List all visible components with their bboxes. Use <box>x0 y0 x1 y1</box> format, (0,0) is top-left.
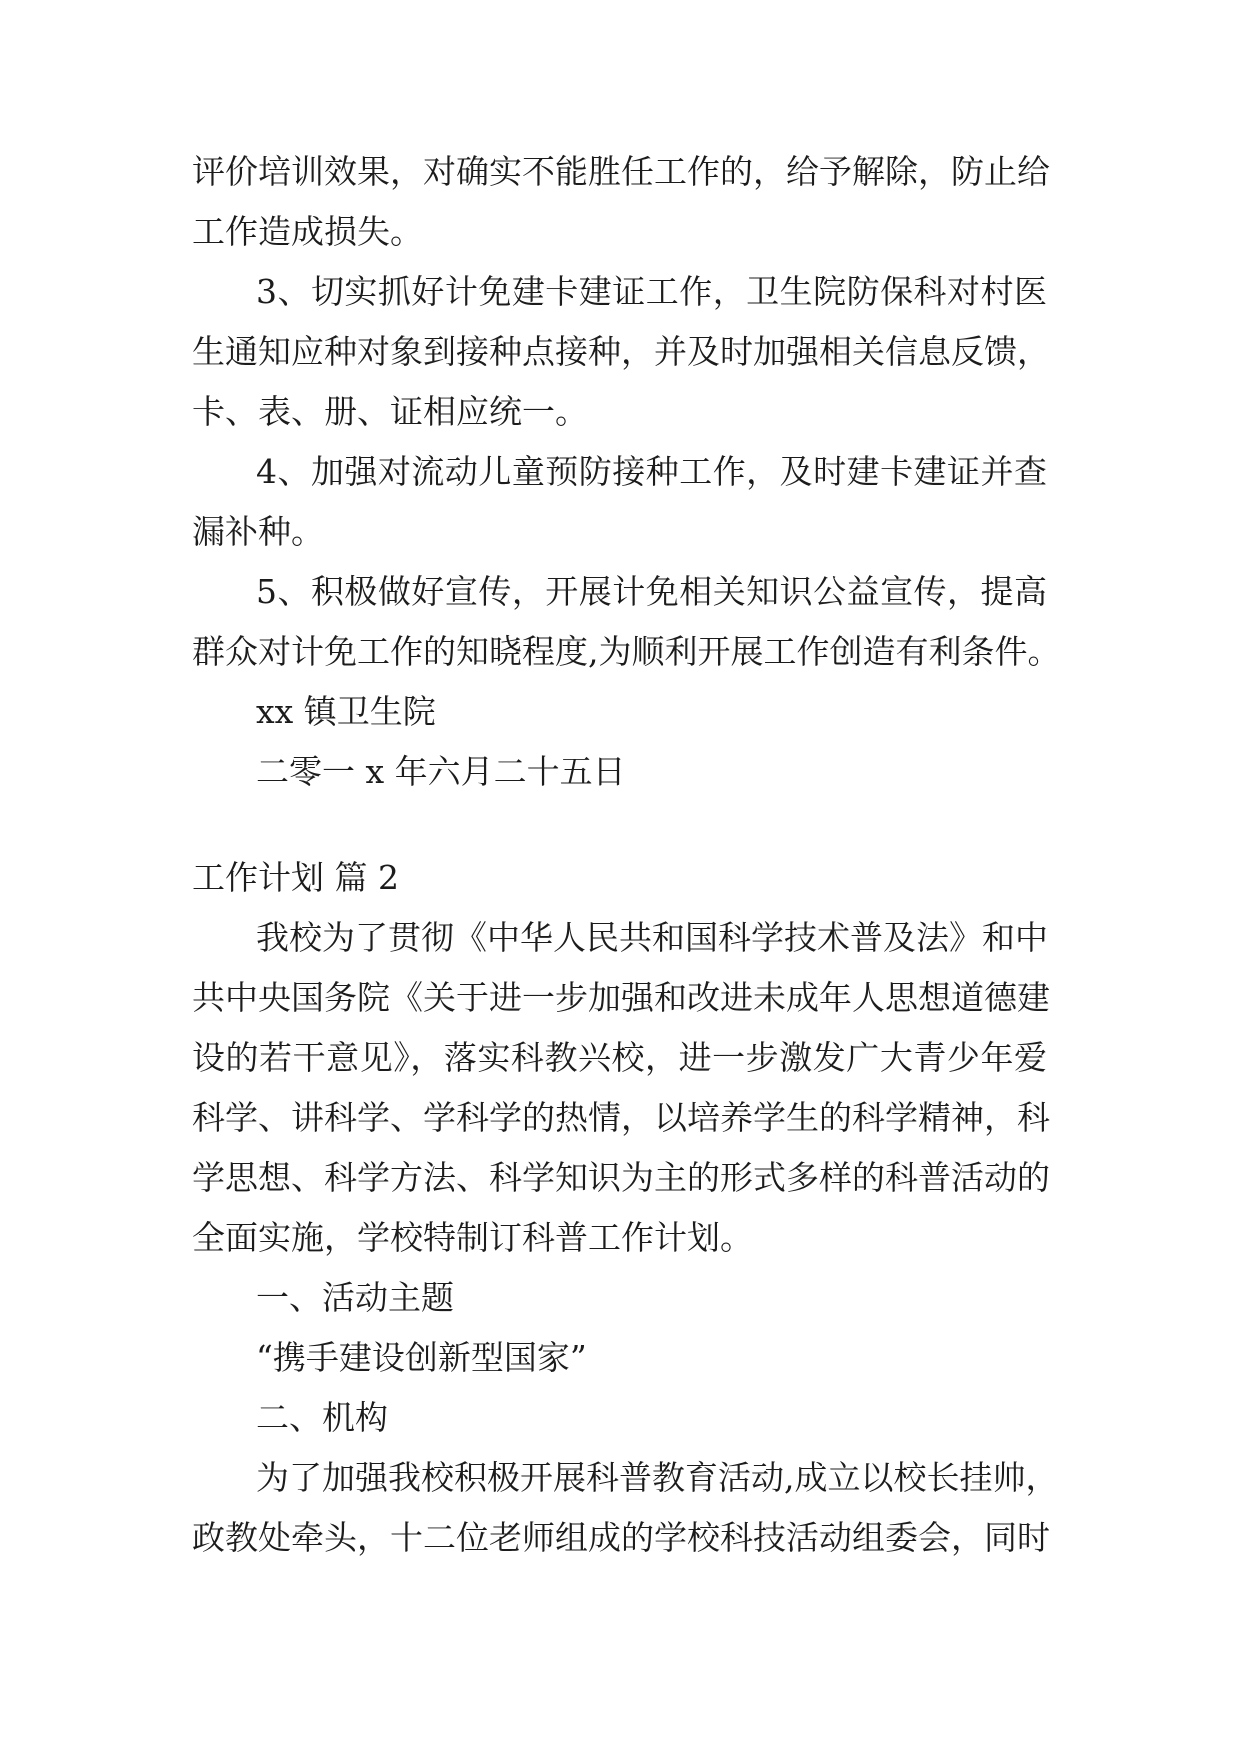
text-line: 5、积极做好宣传，开展计免相关知识公益宣传，提高 <box>256 572 1047 611</box>
text-line: 漏补种。 <box>192 512 324 551</box>
quote-line: “携手建设创新型国家” <box>256 1338 587 1377</box>
signature-date: 二零一 x 年六月二十五日 <box>256 752 626 791</box>
section-heading: 工作计划 篇 2 <box>192 858 399 897</box>
text-line: 政教处牵头，十二位老师组成的学校科技活动组委会，同时 <box>192 1518 1050 1557</box>
subheading: 一、活动主题 <box>256 1278 454 1317</box>
text-line: 卡、表、册、证相应统一。 <box>192 392 588 431</box>
signature-org: xx 镇卫生院 <box>256 692 436 731</box>
text-line: 为了加强我校积极开展科普教育活动,成立以校长挂帅， <box>256 1458 1059 1497</box>
text-line: 评价培训效果，对确实不能胜任工作的，给予解除，防止给 <box>192 152 1050 191</box>
text-line: 设的若干意见》，落实科教兴校，进一步激发广大青少年爱 <box>192 1038 1047 1077</box>
text-line: 3、切实抓好计免建卡建证工作，卫生院防保科对村医 <box>256 272 1047 311</box>
text-line: 科学、讲科学、学科学的热情，以培养学生的科学精神，科 <box>192 1098 1050 1137</box>
text-line: 生通知应种对象到接种点接种，并及时加强相关信息反馈， <box>192 332 1050 371</box>
text-line: 4、加强对流动儿童预防接种工作，及时建卡建证并查 <box>256 452 1047 491</box>
text-line: 工作造成损失。 <box>192 212 423 251</box>
text-line: 群众对计免工作的知晓程度,为顺利开展工作创造有利条件。 <box>192 632 1061 671</box>
text-line: 我校为了贯彻《中华人民共和国科学技术普及法》和中 <box>256 918 1048 957</box>
subheading: 二、机构 <box>256 1398 388 1437</box>
text-line: 学思想、科学方法、科学知识为主的形式多样的科普活动的 <box>192 1158 1050 1197</box>
text-line: 全面实施，学校特制订科普工作计划。 <box>192 1218 753 1257</box>
text-line: 共中央国务院《关于进一步加强和改进未成年人思想道德建 <box>192 978 1050 1017</box>
